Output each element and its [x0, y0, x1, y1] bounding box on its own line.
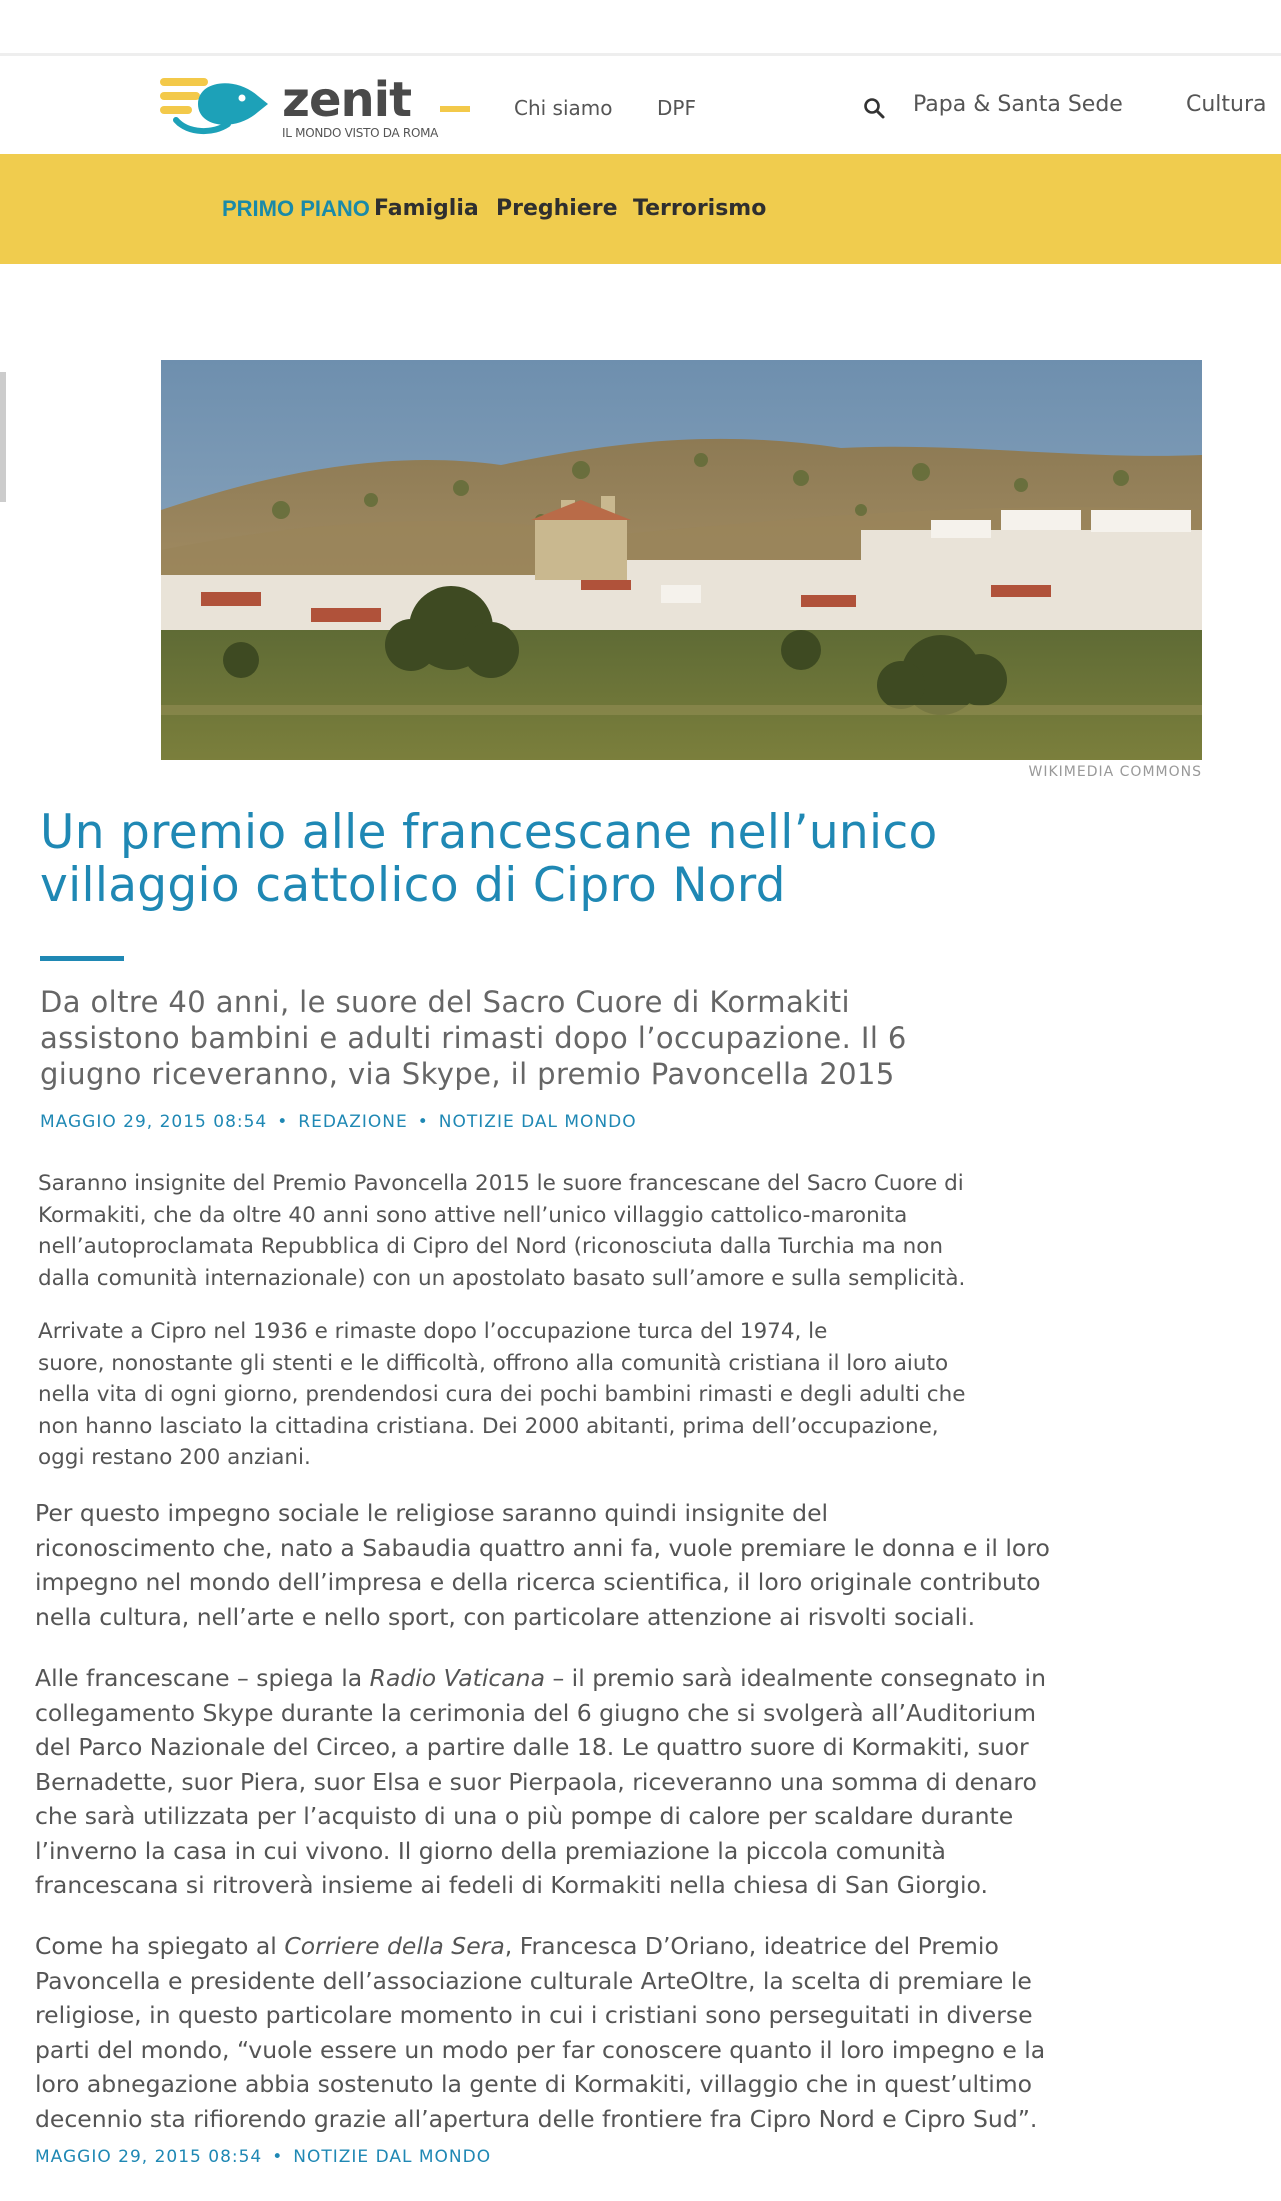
category-link[interactable]: NOTIZIE DAL MONDO [438, 1112, 637, 1132]
subnav-famiglia[interactable]: Famiglia [374, 196, 479, 221]
paragraph-line: non hanno lasciato la cittadina cristiana. Dei 2000 abitanti, prima dell’occupazione, [38, 1413, 939, 1439]
paragraph-line: Per questo impegno sociale le religiose saranno quindi insignite del [35, 1499, 829, 1527]
paragraph-line: Kormakiti, che da oltre 40 anni sono attive nell’unico villaggio cattolico-maronita [38, 1202, 908, 1228]
article-paragraph [38, 1316, 1238, 1474]
paragraph-line: Arrivate a Cipro nel 1936 e rimaste dopo l’occupazione turca del 1974, le [38, 1319, 828, 1344]
subnav-primo-piano[interactable]: PRIMO PIANO [222, 196, 370, 221]
paragraph-line: Bernadette, suor Piera, suor Elsa e suor Pierpaola, riceveranno una somma di denaro [35, 1767, 1037, 1796]
paragraph-line: che sarà utilizzata per l’acquisto di una o più pompe di calore per scaldare durante [35, 1802, 1014, 1830]
paragraph-line: impegno nel mondo dell’impresa e della ricerca scientifica, il loro originale contributo [35, 1568, 1041, 1596]
nav-chi-siamo[interactable]: Chi siamo [514, 96, 613, 120]
browser-top-strip [0, 0, 1281, 56]
article-paragraph [38, 1168, 1238, 1294]
title-divider [40, 956, 124, 961]
subnav-preghiere[interactable]: Preghiere [496, 196, 618, 221]
article-title-line: Un premio alle francescane nell’unico [40, 805, 938, 860]
paragraph-text: Come ha spiegato al [35, 1932, 285, 1960]
zenit-logo[interactable] [158, 72, 478, 140]
logo-underscore [440, 106, 470, 112]
paragraph-line: religiose, in questo particolare momento in cui i cristiani sono perseguitati in diverse [35, 2001, 1033, 2029]
paragraph-line: parti del mondo, “vuole essere un modo per far conoscere quanto il loro impegno e la [35, 2035, 1046, 2064]
paragraph-text: – il premio sarà idealmente consegnato in [544, 1664, 1046, 1692]
article-title [40, 806, 1240, 912]
category-subnav [0, 154, 1281, 264]
subtitle-line: giugno riceveranno, via Skype, il premio Pavoncella 2015 [40, 1057, 895, 1091]
meta-separator: • [417, 1112, 429, 1132]
article-meta-top [40, 1112, 637, 1132]
category-link[interactable]: NOTIZIE DAL MONDO [293, 2147, 492, 2167]
article-paragraph [35, 1929, 1155, 2136]
paragraph-line: Pavoncella e presidente dell’associazione culturale ArteOltre, la scelta di premiare le [35, 1966, 1032, 1995]
paragraph-line: collegamento Skype durante la cerimonia del 6 giugno che si svolgerà all’Auditorium [35, 1698, 1036, 1727]
paragraph-line: nell’autoproclamata Repubblica di Cipro del Nord (riconosciuta dalla Turchia ma non [38, 1234, 944, 1259]
publish-date: MAGGIO 29, 2015 08:54 [40, 1112, 268, 1132]
paragraph-text: , Francesca D’Oriano, ideatrice del Premio [504, 1932, 999, 1960]
paragraph-line: francescana si ritroverà insieme ai fedeli di Kormakiti nella chiesa di San Giorgio. [35, 1871, 988, 1899]
logo-tagline: IL MONDO VISTO DA ROMA [282, 126, 439, 140]
zenit-logo-icon [158, 74, 273, 136]
paragraph-line: nella cultura, nell’arte e nello sport, con particolare attenzione ai risvolti sociali. [35, 1602, 976, 1631]
article-paragraph [35, 1496, 1155, 1634]
paragraph-line: del Parco Nazionale del Circeo, a partire dalle 18. Le quattro suore di Kormakiti, suor [35, 1733, 1029, 1761]
article-subtitle [40, 984, 1200, 1092]
logo-wordmark: zenit [282, 72, 412, 128]
nav-dpf[interactable]: DPF [657, 96, 696, 120]
paragraph-line: dalla comunità internazionale) con un apostolato basato sull’amore e sulla semplicità. [38, 1265, 966, 1291]
author-link[interactable]: REDAZIONE [298, 1112, 408, 1132]
corriere-reference: Corriere della Sera [284, 1932, 505, 1960]
paragraph-text: Alle francescane – spiega la [35, 1664, 370, 1692]
image-credit: WIKIMEDIA COMMONS [1028, 764, 1202, 780]
paragraph-line: nella vita di ogni giorno, prendendosi cura dei pochi bambini rimasti e degli adulti che [38, 1382, 966, 1407]
subnav-terrorismo[interactable]: Terrorismo [633, 196, 767, 221]
article-meta-bottom [35, 2147, 491, 2167]
side-scroll-tab[interactable] [0, 372, 6, 502]
site-header [0, 56, 1281, 154]
meta-separator: • [277, 1112, 289, 1132]
subtitle-line: Da oltre 40 anni, le suore del Sacro Cuore di Kormakiti [40, 985, 850, 1019]
paragraph-line: suore, nonostante gli stenti e le difficoltà, offrono alla comunità cristiana il loro aiuto [38, 1350, 949, 1376]
meta-separator: • [272, 2147, 284, 2167]
paragraph-line: Saranno insignite del Premio Pavoncella 2015 le suore francescane del Sacro Cuore di [38, 1171, 964, 1196]
article-paragraph [35, 1661, 1155, 1903]
publish-date: MAGGIO 29, 2015 08:54 [35, 2147, 263, 2167]
paragraph-line: riconoscimento che, nato a Sabaudia quattro anni fa, vuole premiare le donna e il loro [35, 1533, 1050, 1562]
paragraph-line: decennio sta rifiorendo grazie all’apertura delle frontiere fra Cipro Nord e Cipro Sud”. [35, 2104, 1038, 2133]
nav-cultura[interactable]: Cultura [1186, 92, 1267, 117]
paragraph-line: loro abnegazione abbia sostenuto la gente di Kormakiti, villaggio che in quest’ultimo [35, 2070, 1033, 2098]
paragraph-line: oggi restano 200 anziani. [38, 1445, 311, 1470]
radio-vaticana-reference: Radio Vaticana [369, 1664, 545, 1692]
paragraph-line: l’inverno la casa in cui vivono. Il giorno della premiazione la piccola comunità [35, 1836, 946, 1865]
hero-image [161, 360, 1202, 760]
article-title-line: villaggio cattolico di Cipro Nord [40, 858, 786, 913]
subtitle-line: assistono bambini e adulti rimasti dopo l’occupazione. Il 6 [40, 1021, 907, 1055]
nav-papa-santa-sede[interactable]: Papa & Santa Sede [913, 92, 1123, 117]
search-icon[interactable] [862, 96, 886, 120]
